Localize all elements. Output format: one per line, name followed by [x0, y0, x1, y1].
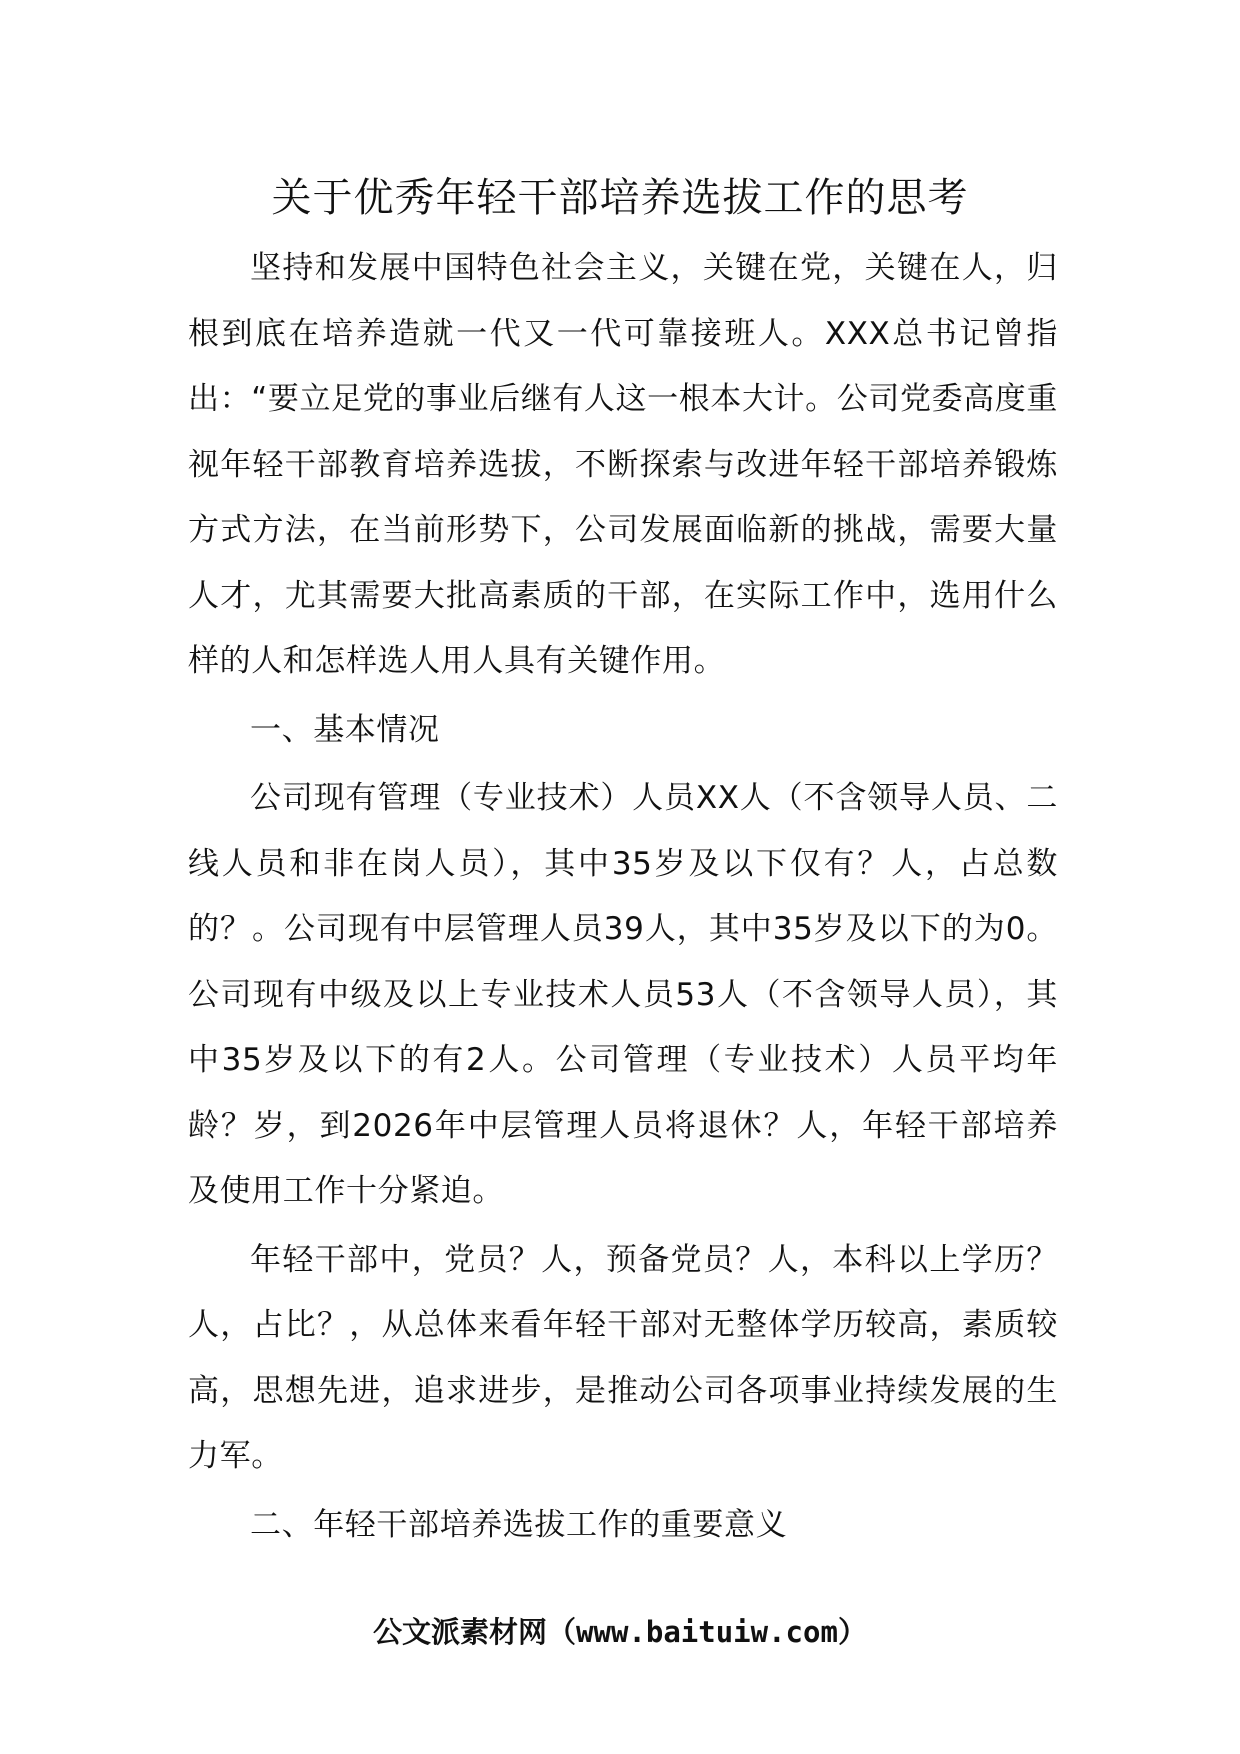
section-heading-significance: 二、年轻干部培养选拔工作的重要意义: [250, 1506, 788, 1543]
footer-watermark: [0, 1612, 1240, 1652]
young-cadre-paragraph: 年轻干部中，党员？人，预备党员？人，本科以上学历？人，占比？，从总体来看年轻干部对无整体学历较高，素质较高，思想先进，追求进步，是推动公司各项事业持续发展的生力军。: [188, 1241, 1058, 1474]
section-heading-basic-situation: 一、基本情况: [250, 711, 440, 748]
intro-paragraph: 坚持和发展中国特色社会主义，关键在党，关键在人，归根到底在培养造就一代又一代可靠接班人。XXX总书记曾指出：“要立足党的事业后继有人这一根本大计。公司党委高度重视年轻干部教育培养选拔，不断探索与改进年轻干部培养锻炼方式方法，在当前形势下，公司发展面临新的挑战，需要大量人才，尤其需要大批高素质的干部，在实际工作中，选用什么样的人和怎样选人用人具有关键作用。: [188, 250, 1058, 679]
footer-site-name: 公文派素材网: [373, 1615, 548, 1649]
footer-url[interactable]: （www.baituiw.com）: [547, 1615, 867, 1649]
document-title: 关于优秀年轻干部培养选拔工作的思考: [271, 175, 969, 221]
document-body: [188, 236, 1058, 1558]
basic-situation-paragraph: 公司现有管理（专业技术）人员XX人（不含领导人员、二线人员和非在岗人员），其中35岁及以下仅有？人，占总数的？。公司现有中层管理人员39人，其中35岁及以下的为0。公司现有中级及以上专业技术人员53人（不含领导人员），其中35岁及以下的有2人。公司管理（专业技术）人员平均年龄？岁，到2026年中层管理人员将退休？人，年轻干部培养及使用工作十分紧迫。: [188, 780, 1058, 1209]
